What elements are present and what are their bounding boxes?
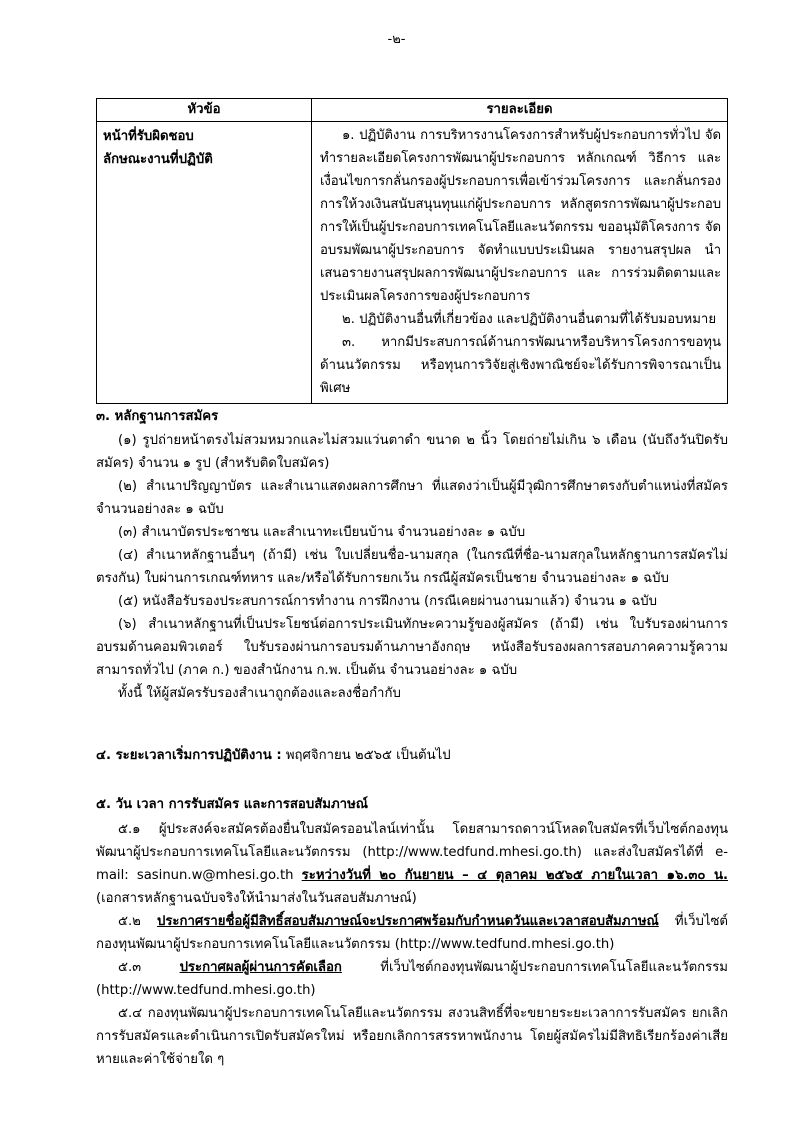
section-3-body: [96, 429, 728, 705]
section-3-title: ๓. หลักฐานการสมัคร: [96, 409, 219, 424]
table-row: [97, 122, 728, 404]
interview-list-announcement: ประกาศรายชื่อผู้มีสิทธิ์สอบสัมภาษณ์จะประกาศพร้อมกับกำหนดวันและเวลาสอบสัมภาษณ์: [156, 914, 659, 929]
detail-item-3: ๓. หากมีประสบการณ์ด้านการพัฒนาหรือบริหารโครงการขอทุนด้านนวัตกรรม หรือทุนการวิจัยสู่เชิงพาณิชย์จะได้รับการพิจารณาเป็นพิเศษ: [320, 335, 721, 396]
header-topic: หัวข้อ: [97, 99, 312, 122]
schedule-item-1: [96, 818, 728, 910]
table-header-row: [97, 99, 728, 122]
duty-table: [96, 98, 728, 404]
section-4-value: พฤศจิกายน ๒๕๖๕ เป็นต้นไป: [285, 748, 451, 763]
evidence-note: ทั้งนี้ ให้ผู้สมัครรับรองสำเนาถูกต้องและลงชื่อกำกับ: [118, 686, 401, 701]
topic-line-2: ลักษณะงานที่ปฏิบัติ: [103, 152, 213, 167]
evidence-item-1: (๑) รูปถ่ายหน้าตรงไม่สวมหมวกและไม่สวมแว่นตาดำ ขนาด ๒ นิ้ว โดยถ่ายไม่เกิน ๖ เดือน (นับถึงวันปิดรับสมัคร) จำนวน ๑ รูป (สำหรับติดใบสมัคร): [96, 433, 728, 471]
evidence-item-5: (๕) หนังสือรับรองประสบการณ์การทำงาน การฝึกงาน (กรณีเคยผ่านงานมาแล้ว) จำนวน ๑ ฉบับ: [118, 594, 657, 609]
section-4: [96, 744, 728, 767]
schedule-item-1-note: (เอกสารหลักฐานฉบับจริงให้นำมาส่งในวันสอบสัมภาษณ์): [96, 891, 417, 906]
detail-item-2: ๒. ปฏิบัติงานอื่นที่เกี่ยวข้อง และปฏิบัติงานอื่นตามที่ได้รับมอบหมาย: [342, 312, 717, 327]
section-5-body: [96, 818, 728, 1071]
section-4-title: ๔. ระยะเวลาเริ่มการปฏิบัติงาน :: [96, 748, 282, 763]
schedule-item-2-text: ที่เว็บไซต์กองทุนพัฒนาผู้ประกอบการเทคโนโลยีและนวัตกรรม (http://www.tedfund.mhesi.go.th): [96, 914, 728, 952]
application-period: ระหว่างวันที่ ๒๐ กันยายน – ๔ ตุลาคม ๒๕๖๕ ภายในเวลา ๑๖.๓๐ น.: [301, 868, 728, 883]
evidence-item-3: (๓) สำเนาบัตรประชาชน และสำเนาทะเบียนบ้าน จำนวนอย่างละ ๑ ฉบับ: [118, 525, 526, 540]
page-number: -๒-: [387, 32, 406, 47]
schedule-item-2-num: ๕.๒: [118, 914, 141, 929]
schedule-item-4: ๕.๔ กองทุนพัฒนาผู้ประกอบการเทคโนโลยีและนวัตกรรม สงวนสิทธิ์ที่จะขยายระยะเวลาการรับสมัคร ยกเลิกการรับสมัครและดำเนินการเปิดรับสมัครใหม่ หรือยกเลิกการสรรหาพนักงาน โดยผู้สมัครไม่มีสิทธิเรียกร้องค่าเสียหายและค่าใช้จ่ายใด ๆ: [96, 1006, 728, 1067]
details-cell: [312, 122, 728, 404]
schedule-item-3-num: ๕.๓: [118, 960, 142, 975]
evidence-item-4: (๔) สำเนาหลักฐานอื่นๆ (ถ้ามี) เช่น ใบเปลี่ยนชื่อ-นามสกุล (ในกรณีที่ชื่อ-นามสกุลในหลักฐานการสมัครไม่ตรงกัน) ใบผ่านการเกณฑ์ทหาร และ/หรือได้รับการยกเว้น กรณีผู้สมัครเป็นชาย จำนวนอย่างละ ๑ ฉบับ: [96, 548, 728, 586]
result-announcement: ประกาศผลผู้ผ่านการคัดเลือก: [179, 960, 342, 975]
schedule-item-2: [96, 910, 728, 956]
topic-cell: [97, 122, 312, 404]
schedule-item-1-text: ๕.๑ ผู้ประสงค์จะสมัครต้องยื่นใบสมัครออนไลน์เท่านั้น โดยสามารถดาวน์โหลดใบสมัครที่เว็บไซต์กองทุนพัฒนาผู้ประกอบการเทคโนโลยีและนวัตกรรม (http://www.tedfund.mhesi.go.th) และส่งใบสมัครได้ที่ e-mail: sasinun.w@mhesi.go.th: [96, 822, 728, 883]
evidence-item-6: (๖) สำเนาหลักฐานที่เป็นประโยชน์ต่อการประเมินทักษะความรู้ของผู้สมัคร (ถ้ามี) เช่น ใบรับรองผ่านการอบรมด้านคอมพิวเตอร์ ใบรับรองผ่านการอบรมด้านภาษาอังกฤษ หนังสือรับรองผลการสอบภาคความรู้ความสามารถทั่วไป (ภาค ก.) ของสำนักงาน ก.พ. เป็นต้น จำนวนอย่างละ ๑ ฉบับ: [96, 617, 728, 678]
section-5-title: ๕. วัน เวลา การรับสมัคร และการสอบสัมภาษณ์: [96, 797, 368, 812]
evidence-item-2: (๒) สำเนาปริญญาบัตร และสำเนาแสดงผลการศึกษา ที่แสดงว่าเป็นผู้มีวุฒิการศึกษาตรงกับตำแหน่งที่สมัคร จำนวนอย่างละ ๑ ฉบับ: [96, 479, 728, 517]
schedule-item-3-text: ที่เว็บไซต์กองทุนพัฒนาผู้ประกอบการเทคโนโลยีและนวัตกรรม (http://www.tedfund.mhesi.go.th): [96, 960, 728, 998]
topic-line-1: หน้าที่รับผิดชอบ: [103, 129, 194, 144]
header-details: รายละเอียด: [312, 99, 728, 122]
schedule-item-3: [96, 956, 728, 1002]
detail-item-1: ๑. ปฏิบัติงาน การบริหารงานโครงการสำหรับผู้ประกอบการทั่วไป จัดทำรายละเอียดโครงการพัฒนาผู้ประกอบการ หลักเกณฑ์ วิธีการ และเงื่อนไขการกลั่นกรองผู้ประกอบการเพื่อเข้าร่วมโครงการ และกลั่นกรองการให้วงเงินสนับสนุนทุนแก่ผู้ประกอบการ หลักสูตรการพัฒนาผู้ประกอบการให้เป็นผู้ประกอบการเทคโนโลยีและนวัตกรรม ขออนุมัติโครงการ จัดอบรมพัฒนาผู้ประกอบการ จัดทำแบบประเมินผล รายงานสรุปผล นำเสนอรายงานสรุปผลการพัฒนาผู้ประกอบการ และ การร่วมติดตามและประเมินผลโครงการของผู้ประกอบการ: [320, 128, 721, 304]
